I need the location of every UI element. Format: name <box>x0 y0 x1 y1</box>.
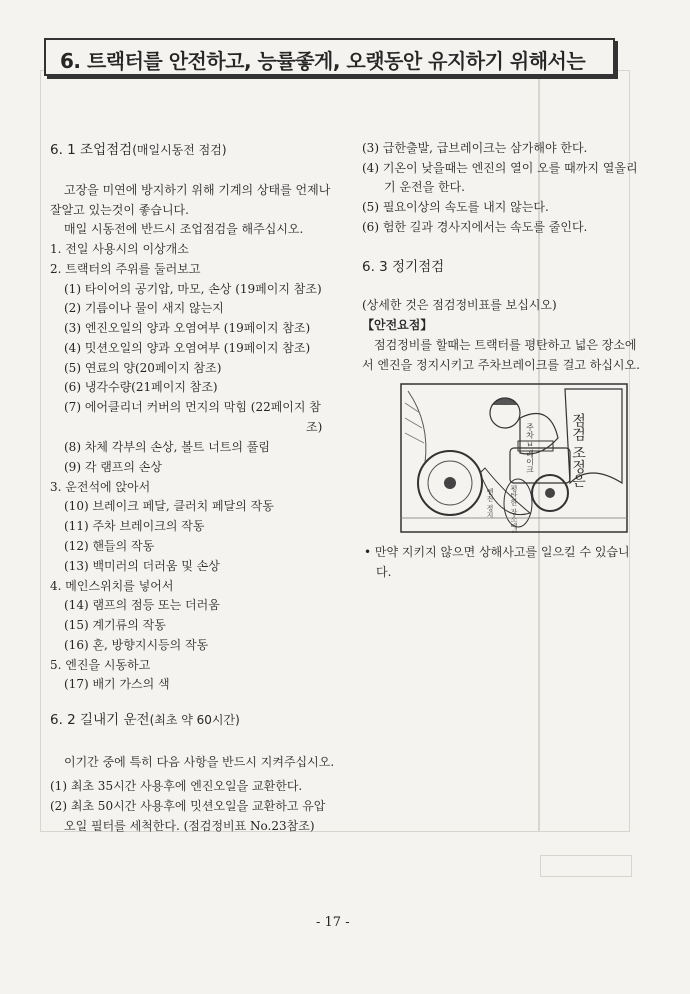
page-number: - 17 - <box>316 915 350 930</box>
illustration-line <box>408 391 426 463</box>
section-6-2-heading-main: 6. 2 길내기 운전 <box>50 712 150 728</box>
bubble-text-bottom: 평탄한 장소에서 <box>510 485 518 533</box>
section-6-1-heading <box>50 142 227 158</box>
hatch-lines <box>405 403 424 443</box>
break-in-item: (2) 최초 50시간 사용후에 밋션오일을 교환하고 유압 <box>50 799 326 813</box>
check-item: (7) 에어클리너 커버의 먼지의 막힘 (22페이지 참 <box>64 400 321 414</box>
section-6-1-intro-line-3: 매일 시동전에 반드시 조업점검을 해주십시오. <box>64 222 304 236</box>
section-6-1-heading-sub: (매일시동전 점검) <box>132 143 227 157</box>
illustration-caption: 점검 조정은 <box>570 413 586 488</box>
warning-bullet-line-1: • 만약 지키지 않으면 상해사고를 일으킬 수 있습니 <box>364 545 630 559</box>
safety-line-2: 서 엔진을 정지시키고 주차브레이크를 걸고 하십시오. <box>362 358 640 372</box>
break-in-item: (6) 험한 길과 경사지에서는 속도를 줄인다. <box>362 220 588 234</box>
check-item: (16) 혼, 방향지시등의 작동 <box>64 638 209 652</box>
section-6-2-heading-sub: (최초 약 60시간) <box>149 713 240 727</box>
break-in-item: (1) 최초 35시간 사용후에 엔진오일을 교환한다. <box>50 779 303 793</box>
section-6-1-intro-line-1: 고장을 미연에 방지하기 위해 기계의 상태를 언제나 <box>64 183 331 197</box>
tractor-hood <box>518 441 553 451</box>
check-item: (13) 백미러의 더러움 및 손상 <box>64 559 220 573</box>
tractor-rear-hub <box>444 477 456 489</box>
section-6-2-intro: 이기간 중에 특히 다음 사항을 반드시 지켜주십시오. <box>64 755 335 769</box>
mechanic-cap <box>492 398 518 405</box>
tractor-maintenance-illustration <box>400 383 628 533</box>
check-item: 조) <box>306 420 323 434</box>
check-item: (5) 연료의 양(20페이지 참조) <box>64 361 222 375</box>
check-item: (6) 냉각수량(21페이지 참조) <box>64 380 218 394</box>
tractor-illustration-drawing <box>400 383 628 533</box>
section-6-1-heading-main: 6. 1 조업점검 <box>50 142 133 158</box>
check-item: (9) 각 램프의 손상 <box>64 460 162 474</box>
tractor-front-hub <box>545 488 555 498</box>
check-item: (1) 타이어의 공기압, 마모, 손상 (19페이지 참조) <box>64 282 322 296</box>
bubble-text-mid: 엔진 정지 <box>486 488 494 519</box>
check-item: (2) 기름이나 물이 새지 않는지 <box>64 301 224 315</box>
check-item: (14) 램프의 점등 또는 더러움 <box>64 598 220 612</box>
check-item: (8) 차체 각부의 손상, 볼트 너트의 풀림 <box>64 440 270 454</box>
check-item: (11) 주차 브레이크의 작동 <box>64 519 205 533</box>
check-item: 1. 전일 사용시의 이상개소 <box>50 242 189 256</box>
check-item: (10) 브레이크 페달, 클러치 페달의 작동 <box>64 499 274 513</box>
break-in-item: 기 운전을 한다. <box>384 180 465 194</box>
page-title: 6. 트랙터를 안전하고, 능률좋게, 오랫동안 유지하기 위해서는 <box>60 49 586 73</box>
break-in-item: (3) 급한출발, 급브레이크는 삼가해야 한다. <box>362 141 588 155</box>
section-6-3-heading: 6. 3 정기점검 <box>362 259 445 275</box>
check-item: (12) 핸들의 작동 <box>64 539 155 553</box>
title-box <box>44 38 615 76</box>
section-6-1-intro-line-2: 잘알고 있는것이 좋습니다. <box>50 203 189 217</box>
check-item: 5. 엔진을 시동하고 <box>50 658 151 672</box>
safety-line-1: 점검정비를 할때는 트랙터를 평탄하고 넓은 장소에 <box>374 338 637 352</box>
bleed-through-box <box>540 855 632 877</box>
warning-bullet-line-2: 다. <box>376 565 392 579</box>
bubble-text-left: 주차 브레이크 <box>525 423 535 474</box>
check-item: 3. 운전석에 앉아서 <box>50 480 151 494</box>
check-item: 2. 트랙터의 주위를 둘러보고 <box>50 262 201 276</box>
break-in-item: (5) 필요이상의 속도를 내지 않는다. <box>362 200 549 214</box>
section-6-2-heading <box>50 712 240 728</box>
break-in-item: 오일 필터를 세척한다. (점검정비표 No.23참조) <box>64 819 315 833</box>
check-item: (3) 엔진오일의 양과 오염여부 (19페이지 참조) <box>64 321 311 335</box>
check-item: (4) 밋션오일의 양과 오염여부 (19페이지 참조) <box>64 341 311 355</box>
break-in-item: (4) 기온이 낮을때는 엔진의 열이 오를 때까지 열올리 <box>362 161 638 175</box>
safety-label: 【안전요점】 <box>362 318 433 332</box>
check-item: (17) 배기 가스의 색 <box>64 677 170 691</box>
check-item: (15) 계기류의 작동 <box>64 618 166 632</box>
section-6-3-note: (상세한 것은 점검정비표를 보십시오) <box>362 298 557 312</box>
check-item: 4. 메인스위치를 넣어서 <box>50 579 174 593</box>
